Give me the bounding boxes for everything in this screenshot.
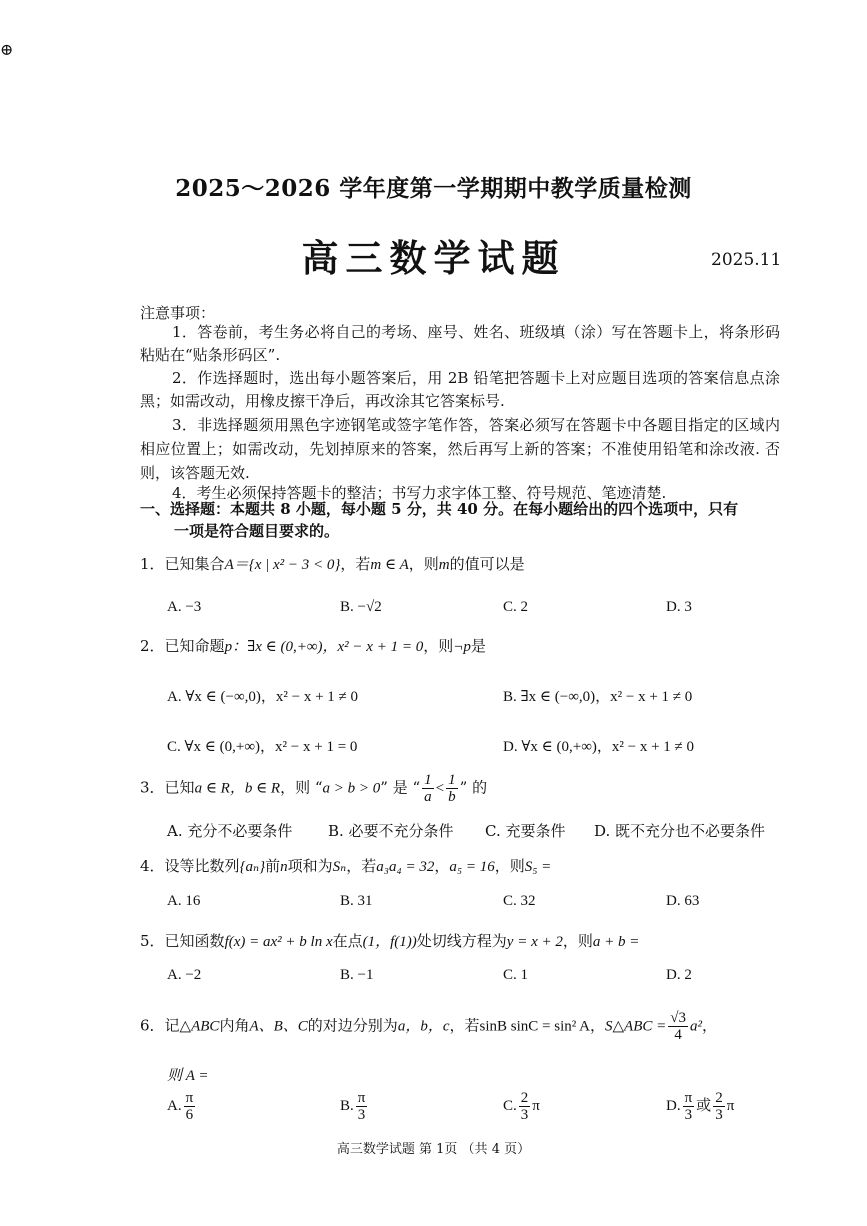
q4-option-c: C. 32 xyxy=(503,893,536,909)
q6-option-b-fraction xyxy=(356,1090,368,1123)
q4-sn: Sₙ xyxy=(332,859,347,875)
q4-sequence: {aₙ} xyxy=(239,859,266,875)
q6-d-pi: π xyxy=(726,1097,735,1114)
q6-text-3: 的对边分别为 xyxy=(307,1016,398,1035)
q5-text-3: 处切线方程为 xyxy=(416,932,507,950)
q6-option-a-fraction xyxy=(184,1090,196,1123)
q3-option-d: D. 既不充分也不必要条件 xyxy=(594,822,766,840)
registration-mark-icon: ⊕ xyxy=(0,40,14,59)
q6-b-den: 3 xyxy=(357,1107,366,1123)
q3-less-than: < xyxy=(435,780,445,797)
q2-text-2: ，则 xyxy=(423,637,454,655)
q4-n: n xyxy=(280,859,288,875)
q1-set: A＝{x | x² − 3 < 0} xyxy=(224,557,341,573)
q6-option-c xyxy=(503,1090,540,1123)
q6-area-a: a² xyxy=(690,1018,702,1035)
page-footer: 高三数学试题 第 1页 （共 4 页） xyxy=(336,1142,531,1157)
q6-d-num: π xyxy=(684,1090,693,1106)
q6-text-5: ， xyxy=(590,1016,606,1035)
q5-option-b: B. −1 xyxy=(340,967,374,983)
q6-area-fraction xyxy=(668,1010,688,1043)
q6-d-den: 3 xyxy=(684,1107,693,1123)
q4-text-3: 项和为 xyxy=(287,857,333,875)
q5-point: (1，f(1)) xyxy=(362,934,417,950)
q4-number: 4． xyxy=(140,857,165,875)
q3-condition-2: a > b > 0 xyxy=(322,780,381,797)
q3-text-3: ” 是 “ xyxy=(380,778,421,797)
q6-number: 6． xyxy=(140,1016,165,1035)
q4-condition-1: a₃a₄ = 32 xyxy=(376,859,435,875)
q5-option-c: C. 1 xyxy=(503,967,529,983)
section-heading-line-2: 一项是符合题目要求的。 xyxy=(174,522,340,540)
q4-text-2: 前 xyxy=(265,857,281,875)
q6-option-d-label: D. xyxy=(666,1097,681,1114)
q6-triangle: ABC xyxy=(191,1018,220,1035)
q6-area-lhs: S△ABC = xyxy=(605,1018,667,1035)
q3-text-4: ” 的 xyxy=(459,778,488,797)
notes-heading: 注意事项： xyxy=(140,304,216,322)
q6-area-num: √3 xyxy=(670,1010,686,1026)
question-1 xyxy=(140,553,525,574)
q2-text: 已知命题 xyxy=(164,637,225,655)
q3-number: 3． xyxy=(140,778,165,797)
q1-var: m xyxy=(438,557,450,573)
q1-option-c: C. 2 xyxy=(503,599,529,615)
q6-text-2: 内角 xyxy=(219,1016,250,1035)
note-item-3: 3．非选择题须用黑色字迹钢笔或签字笔作答，答案必须写在答题卡中各题目指定的区域内相应位置上；如需改动，先划掉原来的答案，然后再写上新的答案；不准使用铅笔和涂改液. 否则，该答题无效. xyxy=(140,416,780,482)
q3-f2-num: 1 xyxy=(448,772,456,788)
subject-title: 高三数学试题 xyxy=(301,236,566,280)
q1-option-a: A. −3 xyxy=(167,599,202,615)
q3-f2-den: b xyxy=(448,789,456,805)
q1-number: 1． xyxy=(140,555,165,573)
q6-line-2: 则 A = xyxy=(167,1068,209,1084)
q2-option-a: A. ∀x ∈ (−∞,0)，x² − x + 1 ≠ 0 xyxy=(167,689,359,705)
q4-option-a: A. 16 xyxy=(167,893,201,909)
q3-f1-num: 1 xyxy=(424,772,432,788)
q1-text-2: ，若 xyxy=(340,555,371,573)
q4-text: 设等比数列 xyxy=(164,857,240,875)
q5-text-2: 在点 xyxy=(332,932,363,950)
q5-function: f(x) = ax² + b ln x xyxy=(224,934,333,950)
exam-title: 2025～2026 学年度第一学期期中教学质量检测 xyxy=(175,175,692,202)
q6-a-num: π xyxy=(185,1090,194,1106)
q6-d-or: 或 xyxy=(696,1097,712,1114)
q2-option-b: B. ∃x ∈ (−∞,0)，x² − x + 1 ≠ 0 xyxy=(503,689,693,705)
q3-text: 已知 xyxy=(164,778,195,797)
q6-area-den: 4 xyxy=(674,1027,682,1043)
q5-text: 已知函数 xyxy=(164,932,225,950)
q3-fraction-2 xyxy=(446,772,458,805)
q5-tangent-line: y = x + 2 xyxy=(506,934,563,950)
q4-condition-2: a₅ = 16 xyxy=(449,859,495,875)
q6-text: 记△ xyxy=(164,1016,192,1035)
q4-text-5: ， xyxy=(434,857,450,875)
q6-option-d-fraction-2 xyxy=(713,1090,725,1123)
q6-d-num-2: 2 xyxy=(715,1090,723,1106)
q2-proposition: p：∃x ∈ (0,+∞)，x² − x + 1 = 0 xyxy=(224,639,424,655)
q6-a-den: 6 xyxy=(185,1107,194,1123)
q6-option-b-label: B. xyxy=(340,1097,354,1114)
q6-option-b xyxy=(340,1090,369,1123)
q2-text-3: 是 xyxy=(470,637,486,655)
q5-option-a: A. −2 xyxy=(167,967,202,983)
q1-text-4: 的值可以是 xyxy=(449,555,525,573)
q6-angles: A、B、C xyxy=(249,1018,308,1035)
q5-number: 5． xyxy=(140,932,165,950)
q3-option-c: C. 充要条件 xyxy=(485,822,566,840)
q6-option-d xyxy=(666,1090,734,1123)
q6-option-a xyxy=(167,1090,197,1123)
q6-condition: sinB sinC = sin² A xyxy=(479,1018,590,1035)
section-heading-line-1: 一、选择题：本题共 8 小题，每小题 5 分，共 40 分。在每小题给出的四个选项中，只有 xyxy=(140,500,739,518)
q6-option-c-fraction xyxy=(519,1090,531,1123)
question-3 xyxy=(140,772,487,805)
q1-condition: m ∈ A xyxy=(370,557,409,573)
note-item-4: 4．考生必须保持答题卡的整洁；书写力求字体工整、符号规范、笔迹清楚. xyxy=(172,484,667,502)
q3-f1-den: a xyxy=(424,789,432,805)
q6-option-a-label: A. xyxy=(167,1097,182,1114)
q4-ask: S₅ = xyxy=(524,859,552,875)
q5-text-4: ，则 xyxy=(562,932,593,950)
q4-option-b: B. 31 xyxy=(340,893,373,909)
q6-c-num: 2 xyxy=(520,1090,529,1106)
q6-text-6: ， xyxy=(702,1016,718,1035)
q3-text-2: ，则 “ xyxy=(280,778,323,797)
q1-text: 已知集合 xyxy=(164,555,225,573)
note-item-2: 2．作选择题时，选出每小题答案后，用 2B 铅笔把答题卡上对应题目选项的答案信息点涂黑；如需改动，用橡皮擦干净后，再改涂其它答案标号. xyxy=(140,369,780,410)
q2-number: 2． xyxy=(140,637,165,655)
q2-option-c: C. ∀x ∈ (0,+∞)，x² − x + 1 = 0 xyxy=(167,739,358,755)
q6-c-pi: π xyxy=(532,1097,540,1114)
q6-text-4: ，若 xyxy=(449,1016,480,1035)
q5-ask: a + b = xyxy=(592,934,640,950)
question-2 xyxy=(140,635,486,656)
q5-option-d: D. 2 xyxy=(666,967,692,983)
q2-option-d: D. ∀x ∈ (0,+∞)，x² − x + 1 ≠ 0 xyxy=(503,739,695,755)
q2-negation: ¬p xyxy=(453,639,471,655)
q6-option-c-label: C. xyxy=(503,1097,517,1114)
q4-text-6: ，则 xyxy=(494,857,525,875)
q1-option-d: D. 3 xyxy=(666,599,692,615)
question-5 xyxy=(140,930,639,951)
q1-text-3: ，则 xyxy=(408,555,439,573)
q3-fraction-1 xyxy=(422,772,434,805)
q4-text-4: ，若 xyxy=(346,857,377,875)
q1-option-b: B. −√2 xyxy=(340,599,382,615)
section-heading xyxy=(140,498,782,542)
q6-sides: a，b，c xyxy=(397,1018,450,1035)
exam-date: 2025.11 xyxy=(711,250,782,270)
q3-option-b: B. 必要不充分条件 xyxy=(328,822,454,840)
question-6 xyxy=(140,1010,717,1043)
question-4 xyxy=(140,855,551,876)
note-item-1: 1．答卷前，考生务必将自己的考场、座号、姓名、班级填（涂）写在答题卡上，将条形码粘贴在“贴条形码区”. xyxy=(140,323,780,364)
q3-condition-1: a ∈ R，b ∈ R xyxy=(194,780,281,797)
q6-b-num: π xyxy=(357,1090,366,1106)
q6-c-den: 3 xyxy=(520,1107,529,1123)
q3-option-a: A. 充分不必要条件 xyxy=(167,822,293,840)
q6-option-d-fraction-1 xyxy=(683,1090,695,1123)
q4-option-d: D. 63 xyxy=(666,893,700,909)
q6-d-den-2: 3 xyxy=(715,1107,723,1123)
